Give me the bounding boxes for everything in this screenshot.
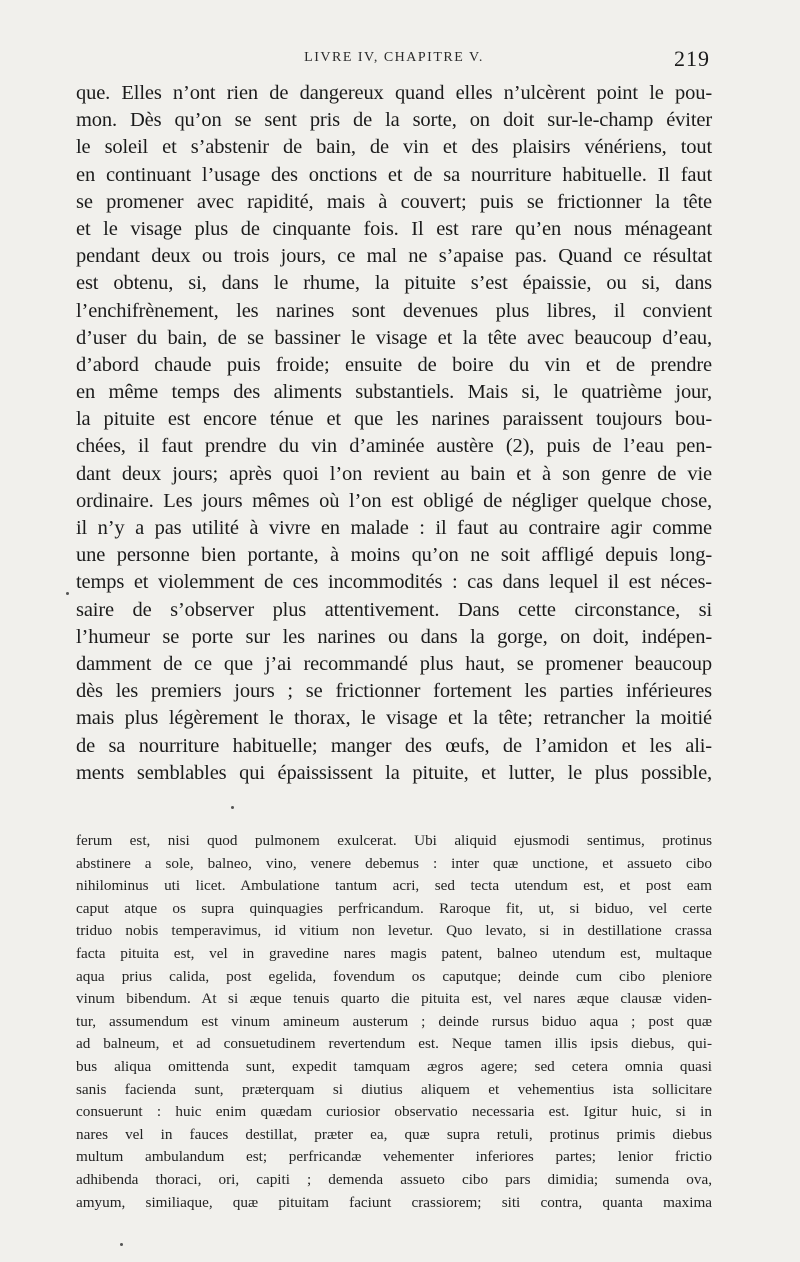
text-line: temps et violemment de ces incommodités : cas dans lequel il est néces- [76,571,712,594]
footnote-line: caput atque os supra quinquagies perfricandum. Raroque fit, ut, si biduo, vel certe [76,899,712,917]
text-line: saire de s’observer plus attentivement. Dans cette circonstance, si [76,598,712,621]
text-line: d’abord chaude puis froide; ensuite de boire du vin et de prendre [76,353,712,376]
text-line: mais plus légèrement le thorax, le visage et la tête; retrancher la moitié [76,707,712,730]
footnote-latin-text [76,830,712,1214]
paper-speck [120,1243,123,1246]
text-line: de sa nourriture habituelle; manger des œufs, de l’amidon et les ali- [76,734,712,757]
footnote-line: tur, assumendum est vinum amineum austerum ; deinde rursus biduo aqua ; post quæ [76,1012,712,1030]
footnote-line: nihilominus uti licet. Ambulatione tantum acri, sed tecta utendum est, et post eam [76,877,712,895]
text-line: que. Elles n’ont rien de dangereux quand elles n’ulcèrent point le pou- [76,82,712,104]
text-line: dant deux jours; après quoi l’on revient au bain et à son genre de vie [76,462,712,485]
footnote-line: triduo nobis temperavimus, id vitium non levetur. Quo levato, si in destillatione crassa [76,922,712,940]
text-line: est obtenu, si, dans le rhume, la pituite s’est épaissie, ou si, dans [76,272,712,295]
text-line: il n’y a pas utilité à vivre en malade : il faut au contraire agir comme [76,517,712,539]
footnote-line: ad balneum, et ad consuetudinem revertendum est. Neque tamen illis ipsis diebus, qui- [76,1035,712,1053]
text-line: chées, il faut prendre du vin d’aminée austère (2), puis de l’eau pen- [76,435,712,458]
paper-speck [231,806,234,809]
text-line: pendant deux ou trois jours, ce mal ne s’apaise pas. Quand ce résultat [76,245,712,268]
text-line: l’enchifrènement, les narines sont devenues plus libres, il convient [76,299,712,322]
footnote-line: facta pituita est, vel in gravedine nares magis patent, balneo utendum est, multaque [76,944,712,962]
text-line: en même temps des aliments substantiels. Mais si, le quatrième jour, [76,381,712,404]
page-header [78,48,710,72]
footnote-line: sanis facienda sunt, præterquam si diutius aliquem et vehementius ista sollicitare [76,1080,712,1098]
footnote-line: multum ambulandum est; perfricandæ vehementer inferiores partes; lenior frictio [76,1148,712,1166]
footnote-line: aqua prius calida, post egelida, fovendum os caputque; deinde cum cibo pleniore [76,967,712,985]
footnote-line: bus aliqua omittenda sunt, expedit tamquam ægros agere; sed cetera omnia quasi [76,1057,712,1075]
text-line: mon. Dès qu’on se sent pris de la sorte, on doit sur-le-champ éviter [76,109,712,132]
footnote-line: vinum bibendum. At si æque tenuis quarto die pituita est, vel nares æque clausæ viden- [76,990,712,1008]
footnote-line: nares vel in fauces destillat, præter ea, quæ supra retuli, protinus primis diebus [76,1125,712,1143]
footnote-line: abstinere a sole, balneo, vino, venere debemus : inter quæ unctione, et assueto cibo [76,854,712,872]
text-line: la pituite est encore ténue et que les narines paraissent toujours bou- [76,408,712,431]
main-text-body [76,80,712,787]
text-line: une personne bien portante, à moins qu’on ne soit affligé depuis long- [76,544,712,567]
footnote-line: ferum est, nisi quod pulmonem exulcerat. Ubi aliquid ejusmodi sentimus, protinus [76,832,712,849]
text-line: d’user du bain, de se bassiner le visage et la tête avec beaucoup d’eau, [76,326,712,349]
paper-speck [66,592,69,595]
text-line: l’humeur se porte sur les narines ou dans la gorge, on doit, indépen- [76,625,712,648]
text-line: ordinaire. Les jours mêmes où l’on est obligé de négliger quelque chose, [76,489,712,512]
text-line: en continuant l’usage des onctions et de sa nourriture habituelle. Il faut [76,163,712,186]
text-line: le soleil et s’abstenir de bain, de vin et des plaisirs vénériens, tout [76,136,712,159]
running-head: LIVRE IV, CHAPITRE V. [304,50,484,65]
footnote-line: consuerunt : huic enim quædam curiosior observatio necessaria est. Igitur huic, si in [76,1103,712,1121]
text-line: dès les premiers jours ; se frictionner fortement les parties inférieures [76,680,712,703]
footnote-line: amyum, similiaque, quæ pituitam faciunt crassiorem; siti contra, quanta maxima [76,1193,712,1211]
text-line: ments semblables qui épaississent la pituite, et lutter, le plus possible, [76,761,712,784]
text-line: se promener avec rapidité, mais à couvert; puis se frictionner la tête [76,190,712,213]
text-line: damment de ce que j’ai recommandé plus haut, se promener beaucoup [76,652,712,675]
footnote-line: adhibenda thoraci, ori, capiti ; demenda assueto cibo pars dimidia; sumenda ova, [76,1170,712,1188]
page-number: 219 [674,46,710,71]
text-line: et le visage plus de cinquante fois. Il est rare qu’en nous ménageant [76,217,712,240]
